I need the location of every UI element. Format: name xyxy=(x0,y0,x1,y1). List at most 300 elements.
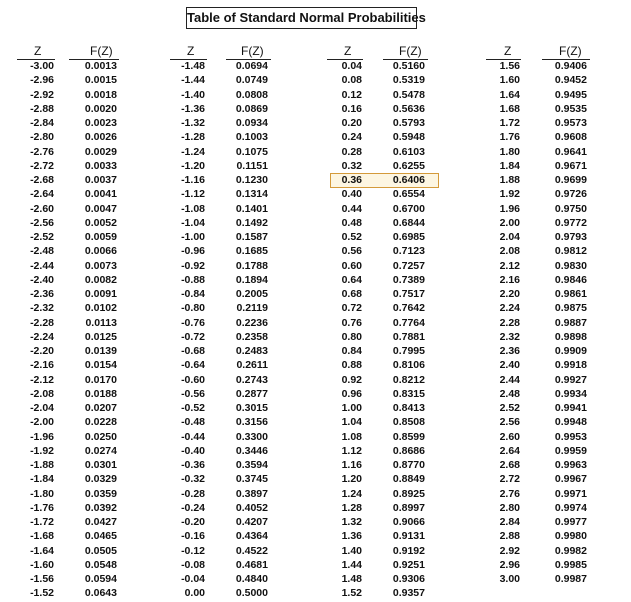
probability-value-cell: 0.7995 xyxy=(392,345,425,357)
probability-value-cell: 0.0047 xyxy=(84,202,117,215)
probability-value-cell: 0.9980 xyxy=(554,530,587,543)
probability-value-cell: 0.0125 xyxy=(84,330,117,343)
z-header: Z xyxy=(344,44,352,58)
z-value-cell: 2.44 xyxy=(499,373,520,386)
probability-value-cell: 0.1788 xyxy=(235,259,268,272)
z-value-cell: 1.92 xyxy=(499,188,520,201)
z-value-cell: 1.60 xyxy=(499,74,520,87)
probability-value-cell: 0.8686 xyxy=(392,444,425,457)
probability-value-cell: 0.5319 xyxy=(392,74,425,87)
z-value-cell: -1.12 xyxy=(181,188,205,201)
z-value-cell: -0.16 xyxy=(181,530,205,543)
probability-value-cell: 0.5948 xyxy=(392,131,425,144)
probability-value-cell: 0.0020 xyxy=(84,102,117,115)
z-value-cell: -1.76 xyxy=(30,501,54,514)
z-value-cell: -1.52 xyxy=(30,587,54,600)
z-value-cell: 2.40 xyxy=(499,359,520,372)
probability-value-cell: 0.0548 xyxy=(84,558,117,571)
z-value-cell: 2.04 xyxy=(499,231,520,243)
probability-value-cell: 0.7517 xyxy=(392,288,425,300)
z-value-cell: -1.56 xyxy=(30,573,54,585)
probability-value-cell: 0.9967 xyxy=(554,473,587,486)
z-value-cell: -1.96 xyxy=(30,430,54,443)
probability-value-cell: 0.4207 xyxy=(235,516,268,528)
probability-value-cell: 0.9953 xyxy=(554,430,587,443)
probability-value-cell: 0.9875 xyxy=(554,302,587,315)
z-value-cell: 1.00 xyxy=(341,402,362,414)
z-value-cell: 0.76 xyxy=(341,316,362,329)
z-value-cell: 0.24 xyxy=(341,131,362,144)
probability-value-cell: 0.9898 xyxy=(554,330,587,343)
probability-value-cell: 0.7881 xyxy=(392,330,425,343)
z-value-cell: 2.52 xyxy=(499,402,520,414)
z-value-cell: -2.04 xyxy=(30,402,54,414)
z-value-cell: 2.20 xyxy=(499,288,520,300)
z-value-cell: -2.88 xyxy=(30,102,54,115)
probability-value-cell: 0.9918 xyxy=(554,359,587,372)
z-value-cell: 2.76 xyxy=(499,487,520,500)
z-value-cell: -2.00 xyxy=(30,416,54,429)
probability-value-cell: 0.1894 xyxy=(235,273,268,286)
probability-value-cell: 0.0029 xyxy=(84,145,117,158)
probability-value-cell: 0.0808 xyxy=(235,88,268,101)
z-value-cell: 0.80 xyxy=(341,330,362,343)
probability-value-cell: 0.9974 xyxy=(554,501,587,514)
probability-value-cell: 0.1685 xyxy=(235,245,268,258)
probability-value-cell: 0.7123 xyxy=(392,245,425,258)
z-value-cell: 2.84 xyxy=(499,516,520,528)
z-value-cell: -2.72 xyxy=(30,159,54,172)
fz-header: F(Z) xyxy=(399,44,422,58)
probability-value-cell: 0.2483 xyxy=(235,345,268,357)
probability-value-cell: 0.0139 xyxy=(84,345,117,357)
probability-value-cell: 0.0274 xyxy=(84,444,117,457)
fz-header: F(Z) xyxy=(90,44,113,58)
z-value-cell: -2.60 xyxy=(30,202,54,215)
probability-value-cell: 0.9846 xyxy=(554,273,587,286)
z-value-cell: 1.40 xyxy=(341,544,362,557)
probability-value-cell: 0.9066 xyxy=(392,516,425,528)
z-value-cell: 0.60 xyxy=(341,259,362,272)
z-value-cell: 2.08 xyxy=(499,245,520,258)
probability-value-cell: 0.0037 xyxy=(84,174,117,186)
z-value-cell: -3.00 xyxy=(30,60,54,72)
probability-value-cell: 0.8770 xyxy=(392,459,425,471)
probability-value-cell: 0.8212 xyxy=(392,373,425,386)
z-value-cell: 1.48 xyxy=(341,573,362,585)
z-value-cell: -0.24 xyxy=(181,501,205,514)
probability-value-cell: 0.9699 xyxy=(554,174,587,186)
probability-value-cell: 0.0052 xyxy=(84,216,117,229)
z-value-cell: 0.32 xyxy=(341,159,362,172)
z-value-cell: 1.28 xyxy=(341,501,362,514)
probability-value-cell: 0.6554 xyxy=(392,188,425,201)
probability-value-cell: 0.6985 xyxy=(392,231,425,243)
z-value-cell: -0.04 xyxy=(181,573,205,585)
z-value-cell: 1.68 xyxy=(499,102,520,115)
z-value-cell: 1.36 xyxy=(341,530,362,543)
z-value-cell: -2.96 xyxy=(30,74,54,87)
z-value-cell: 1.12 xyxy=(341,444,362,457)
probability-value-cell: 0.1075 xyxy=(235,145,268,158)
probability-value-cell: 0.6700 xyxy=(392,202,425,215)
z-value-cell: -1.40 xyxy=(181,88,205,101)
probability-value-cell: 0.0082 xyxy=(84,273,117,286)
z-value-cell: -2.68 xyxy=(30,174,54,186)
probability-value-cell: 0.9971 xyxy=(554,487,587,500)
z-value-cell: -0.36 xyxy=(181,459,205,471)
probability-value-cell: 0.0041 xyxy=(84,188,117,201)
probability-value-cell: 0.4522 xyxy=(235,544,268,557)
z-value-cell: -0.52 xyxy=(181,402,205,414)
z-value-cell: 0.92 xyxy=(341,373,362,386)
z-value-cell: 0.36 xyxy=(341,174,362,186)
z-value-cell: 1.72 xyxy=(499,117,520,129)
z-value-cell: -1.88 xyxy=(30,459,54,471)
z-value-cell: 0.20 xyxy=(341,117,362,129)
fz-header: F(Z) xyxy=(559,44,582,58)
z-value-cell: 1.04 xyxy=(341,416,362,429)
z-value-cell: -0.64 xyxy=(181,359,205,372)
z-value-cell: 1.56 xyxy=(499,60,520,72)
z-value-cell: 2.80 xyxy=(499,501,520,514)
z-value-cell: 1.80 xyxy=(499,145,520,158)
probability-value-cell: 0.0465 xyxy=(84,530,117,543)
z-value-cell: -2.56 xyxy=(30,216,54,229)
z-value-cell: -0.80 xyxy=(181,302,205,315)
probability-value-cell: 0.3156 xyxy=(235,416,268,429)
probability-value-cell: 0.8106 xyxy=(392,359,425,372)
z-value-cell: 0.08 xyxy=(341,74,362,87)
z-value-cell: 2.28 xyxy=(499,316,520,329)
z-value-cell: -0.60 xyxy=(181,373,205,386)
probability-value-cell: 0.0091 xyxy=(84,288,117,300)
probability-value-cell: 0.1401 xyxy=(235,202,268,215)
probability-value-cell: 0.0059 xyxy=(84,231,117,243)
fz-header: F(Z) xyxy=(241,44,264,58)
probability-value-cell: 0.9671 xyxy=(554,159,587,172)
z-value-cell: -1.72 xyxy=(30,516,54,528)
probability-value-cell: 0.0113 xyxy=(85,316,117,329)
probability-value-cell: 0.5636 xyxy=(392,102,425,115)
z-value-cell: 2.16 xyxy=(499,273,520,286)
probability-value-cell: 0.9959 xyxy=(554,444,587,457)
z-value-cell: -2.16 xyxy=(30,359,54,372)
probability-value-cell: 0.0170 xyxy=(84,373,117,386)
z-value-cell: -2.48 xyxy=(30,245,54,258)
probability-value-cell: 0.9641 xyxy=(554,145,587,158)
probability-value-cell: 0.9941 xyxy=(554,402,587,414)
z-value-cell: -1.04 xyxy=(181,216,205,229)
probability-value-cell: 0.3897 xyxy=(235,487,268,500)
z-value-cell: -1.16 xyxy=(181,174,205,186)
probability-value-cell: 0.9608 xyxy=(554,131,587,144)
probability-value-cell: 0.7642 xyxy=(392,302,425,315)
z-value-cell: -0.44 xyxy=(181,430,205,443)
z-value-cell: -1.84 xyxy=(30,473,54,486)
z-value-cell: 1.88 xyxy=(499,174,520,186)
probability-value-cell: 0.0359 xyxy=(84,487,117,500)
probability-value-cell: 0.0329 xyxy=(84,473,117,486)
probability-value-cell: 0.0066 xyxy=(84,245,117,258)
z-value-cell: -2.44 xyxy=(30,259,54,272)
z-value-cell: -1.36 xyxy=(181,102,205,115)
z-header: Z xyxy=(34,44,42,58)
z-value-cell: 2.56 xyxy=(499,416,520,429)
probability-value-cell: 0.4052 xyxy=(235,501,268,514)
z-value-cell: 0.12 xyxy=(341,88,362,101)
z-value-cell: 2.64 xyxy=(499,444,520,457)
probability-value-cell: 0.9934 xyxy=(554,387,587,400)
probability-value-cell: 0.7764 xyxy=(392,316,425,329)
z-value-cell: 0.44 xyxy=(341,202,362,215)
probability-value-cell: 0.4681 xyxy=(235,558,268,571)
probability-value-cell: 0.0154 xyxy=(84,359,117,372)
z-value-cell: -2.20 xyxy=(30,345,54,357)
probability-value-cell: 0.9861 xyxy=(554,288,587,300)
z-value-cell: -1.32 xyxy=(181,117,205,129)
probability-value-cell: 0.8925 xyxy=(392,487,425,500)
probability-value-cell: 0.9452 xyxy=(554,74,587,87)
probability-value-cell: 0.6844 xyxy=(392,216,425,229)
z-value-cell: -2.28 xyxy=(30,316,54,329)
probability-value-cell: 0.2119 xyxy=(236,302,268,315)
probability-value-cell: 0.8508 xyxy=(392,416,425,429)
z-value-cell: -2.12 xyxy=(30,373,54,386)
probability-value-cell: 0.9495 xyxy=(554,88,587,101)
z-value-cell: -0.12 xyxy=(181,544,205,557)
probability-value-cell: 0.9985 xyxy=(554,558,587,571)
z-value-cell: -0.72 xyxy=(181,330,205,343)
z-value-cell: -2.24 xyxy=(30,330,54,343)
probability-value-cell: 0.1151 xyxy=(236,159,268,172)
z-value-cell: 0.68 xyxy=(341,288,362,300)
probability-value-cell: 0.9406 xyxy=(554,60,587,72)
probability-value-cell: 0.3300 xyxy=(235,430,268,443)
probability-value-cell: 0.6103 xyxy=(392,145,425,158)
probability-value-cell: 0.0207 xyxy=(84,402,117,414)
z-value-cell: 0.00 xyxy=(184,587,205,600)
z-value-cell: 0.56 xyxy=(341,245,362,258)
z-value-cell: 2.32 xyxy=(499,330,520,343)
probability-value-cell: 0.0188 xyxy=(84,387,117,400)
probability-value-cell: 0.0934 xyxy=(235,117,268,129)
probability-value-cell: 0.1314 xyxy=(235,188,268,201)
probability-value-cell: 0.7257 xyxy=(392,259,425,272)
z-value-cell: 1.32 xyxy=(341,516,362,528)
probability-value-cell: 0.9726 xyxy=(554,188,587,201)
z-value-cell: 0.48 xyxy=(341,216,362,229)
probability-value-cell: 0.3745 xyxy=(235,473,268,486)
z-value-cell: -2.36 xyxy=(30,288,54,300)
z-value-cell: 1.64 xyxy=(499,88,520,101)
z-header: Z xyxy=(504,44,512,58)
z-value-cell: -1.00 xyxy=(181,231,205,243)
probability-value-cell: 0.9306 xyxy=(392,573,425,585)
probability-value-cell: 0.2236 xyxy=(235,316,268,329)
probability-value-cell: 0.0033 xyxy=(84,159,117,172)
z-value-cell: 2.60 xyxy=(499,430,520,443)
z-value-cell: 0.16 xyxy=(341,102,362,115)
z-value-cell: -0.08 xyxy=(181,558,205,571)
probability-value-cell: 0.9772 xyxy=(554,216,587,229)
probability-value-cell: 0.8997 xyxy=(392,501,425,514)
z-value-cell: -0.48 xyxy=(181,416,205,429)
probability-value-cell: 0.9793 xyxy=(554,231,587,243)
z-value-cell: 1.16 xyxy=(341,459,362,471)
probability-value-cell: 0.5160 xyxy=(392,60,425,72)
z-value-cell: -1.68 xyxy=(30,530,54,543)
probability-value-cell: 0.1003 xyxy=(235,131,268,144)
probability-value-cell: 0.0102 xyxy=(84,302,117,315)
z-value-cell: -1.24 xyxy=(181,145,205,158)
z-value-cell: -2.52 xyxy=(30,231,54,243)
probability-value-cell: 0.9987 xyxy=(554,573,587,585)
z-value-cell: 2.12 xyxy=(499,259,520,272)
probability-value-cell: 0.0023 xyxy=(84,117,117,129)
z-value-cell: -0.96 xyxy=(181,245,205,258)
z-value-cell: 1.24 xyxy=(341,487,362,500)
z-value-cell: -0.92 xyxy=(181,259,205,272)
probability-value-cell: 0.9357 xyxy=(392,587,425,600)
z-value-cell: 1.08 xyxy=(341,430,362,443)
probability-value-cell: 0.3594 xyxy=(235,459,268,471)
probability-value-cell: 0.6406 xyxy=(392,174,425,186)
z-value-cell: 0.72 xyxy=(341,302,362,315)
z-value-cell: 0.84 xyxy=(341,345,362,357)
probability-value-cell: 0.6255 xyxy=(392,159,425,172)
z-value-cell: -2.08 xyxy=(30,387,54,400)
z-value-cell: -1.44 xyxy=(181,74,205,87)
z-value-cell: 0.04 xyxy=(341,60,362,72)
probability-value-cell: 0.2005 xyxy=(235,288,268,300)
probability-value-cell: 0.9573 xyxy=(554,117,587,129)
z-value-cell: 3.00 xyxy=(499,573,520,585)
probability-value-cell: 0.9750 xyxy=(554,202,587,215)
probability-value-cell: 0.8849 xyxy=(392,473,425,486)
probability-value-cell: 0.5793 xyxy=(392,117,425,129)
probability-value-cell: 0.0505 xyxy=(84,544,117,557)
z-value-cell: -1.28 xyxy=(181,131,205,144)
z-value-cell: -1.80 xyxy=(30,487,54,500)
z-value-cell: -2.64 xyxy=(30,188,54,201)
z-value-cell: 2.92 xyxy=(499,544,520,557)
probability-value-cell: 0.2358 xyxy=(235,330,268,343)
z-value-cell: 0.88 xyxy=(341,359,362,372)
probability-value-cell: 0.0073 xyxy=(84,259,117,272)
probability-value-cell: 0.0015 xyxy=(84,74,117,87)
z-value-cell: 2.68 xyxy=(499,459,520,471)
probability-value-cell: 0.9131 xyxy=(392,530,425,543)
z-value-cell: -1.48 xyxy=(181,60,205,72)
z-header: Z xyxy=(187,44,195,58)
probability-value-cell: 0.1492 xyxy=(235,216,268,229)
z-value-cell: -0.40 xyxy=(181,444,205,457)
probability-value-cell: 0.9977 xyxy=(554,516,587,528)
probability-value-cell: 0.9887 xyxy=(554,316,587,329)
z-value-cell: 2.36 xyxy=(499,345,520,357)
probability-value-cell: 0.5478 xyxy=(392,88,425,101)
z-value-cell: -0.88 xyxy=(181,273,205,286)
z-value-cell: -1.92 xyxy=(30,444,54,457)
z-value-cell: -2.84 xyxy=(30,117,54,129)
probability-value-cell: 0.9909 xyxy=(554,345,587,357)
z-value-cell: -2.40 xyxy=(30,273,54,286)
probability-value-cell: 0.0749 xyxy=(235,74,268,87)
z-value-cell: 2.96 xyxy=(499,558,520,571)
z-value-cell: 1.76 xyxy=(499,131,520,144)
z-value-cell: 1.52 xyxy=(341,587,362,600)
probability-value-cell: 0.0869 xyxy=(235,102,268,115)
probability-value-cell: 0.3446 xyxy=(235,444,268,457)
z-value-cell: 0.28 xyxy=(341,145,362,158)
probability-value-cell: 0.9830 xyxy=(554,259,587,272)
z-value-cell: -2.80 xyxy=(30,131,54,144)
probability-value-cell: 0.0643 xyxy=(84,587,117,600)
probability-value-cell: 0.3015 xyxy=(235,402,268,414)
probability-value-cell: 0.0013 xyxy=(84,60,117,72)
probability-value-cell: 0.0018 xyxy=(84,88,117,101)
z-value-cell: -2.76 xyxy=(30,145,54,158)
z-value-cell: 2.00 xyxy=(499,216,520,229)
table-title: Table of Standard Normal Probabilities xyxy=(186,7,417,29)
probability-value-cell: 0.8315 xyxy=(392,387,425,400)
probability-value-cell: 0.9982 xyxy=(554,544,587,557)
probability-value-cell: 0.2743 xyxy=(235,373,268,386)
probability-value-cell: 0.1230 xyxy=(235,174,268,186)
probability-value-cell: 0.9812 xyxy=(554,245,587,258)
probability-value-cell: 0.9948 xyxy=(554,416,587,429)
probability-value-cell: 0.4364 xyxy=(235,530,268,543)
probability-value-cell: 0.0427 xyxy=(84,516,117,528)
z-value-cell: -2.32 xyxy=(30,302,54,315)
probability-value-cell: 0.5000 xyxy=(235,587,268,600)
z-value-cell: 1.84 xyxy=(499,159,520,172)
z-value-cell: 2.88 xyxy=(499,530,520,543)
z-value-cell: 1.96 xyxy=(499,202,520,215)
z-value-cell: 2.48 xyxy=(499,387,520,400)
z-value-cell: 2.24 xyxy=(499,302,520,315)
z-value-cell: 2.72 xyxy=(499,473,520,486)
probability-value-cell: 0.9192 xyxy=(392,544,425,557)
z-value-cell: 1.44 xyxy=(341,558,362,571)
probability-value-cell: 0.0301 xyxy=(84,459,117,471)
z-value-cell: -1.60 xyxy=(30,558,54,571)
probability-value-cell: 0.0228 xyxy=(84,416,117,429)
z-value-cell: -1.64 xyxy=(30,544,54,557)
probability-value-cell: 0.9535 xyxy=(554,102,587,115)
probability-value-cell: 0.1587 xyxy=(235,231,268,243)
probability-value-cell: 0.8599 xyxy=(392,430,425,443)
probability-value-cell: 0.4840 xyxy=(235,573,268,585)
z-value-cell: -0.84 xyxy=(181,288,205,300)
z-value-cell: 1.20 xyxy=(341,473,362,486)
z-value-cell: -0.76 xyxy=(181,316,205,329)
z-value-cell: -0.28 xyxy=(181,487,205,500)
probability-value-cell: 0.9927 xyxy=(554,373,587,386)
probability-value-cell: 0.2611 xyxy=(236,359,268,372)
z-value-cell: 0.64 xyxy=(341,273,362,286)
z-value-cell: -1.08 xyxy=(181,202,205,215)
z-value-cell: -1.20 xyxy=(181,159,205,172)
probability-value-cell: 0.0026 xyxy=(84,131,117,144)
z-value-cell: -0.20 xyxy=(181,516,205,528)
probability-value-cell: 0.9251 xyxy=(392,558,425,571)
probability-value-cell: 0.8413 xyxy=(392,402,425,414)
z-value-cell: 0.40 xyxy=(341,188,362,201)
probability-value-cell: 0.9963 xyxy=(554,459,587,471)
probability-value-cell: 0.7389 xyxy=(392,273,425,286)
